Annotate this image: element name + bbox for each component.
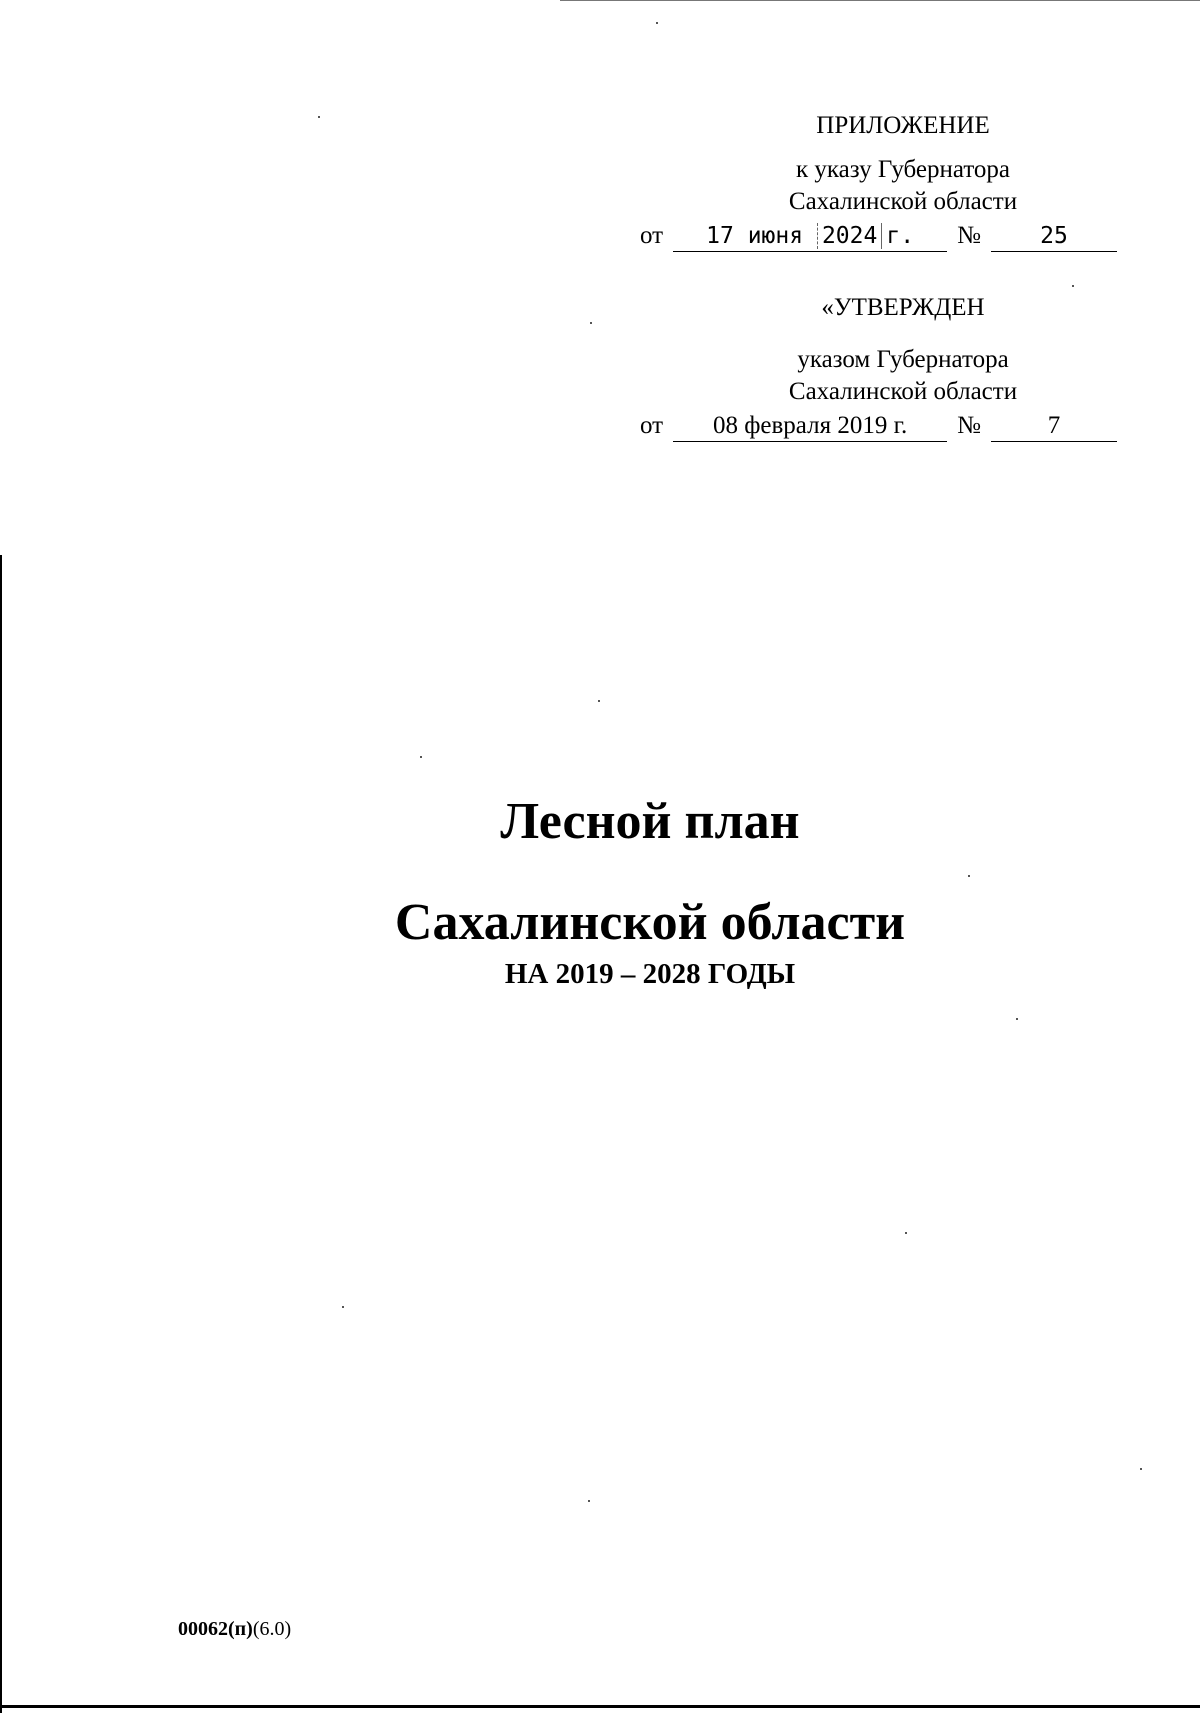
scan-speck xyxy=(588,1500,590,1502)
document-code-rest: (6.0) xyxy=(252,1618,292,1640)
scan-edge-bottom xyxy=(0,1705,1200,1708)
appendix-line-1: к указу Губернатора xyxy=(795,156,1011,183)
scan-speck xyxy=(968,875,970,877)
appendix-date-suffix: г. xyxy=(881,223,914,249)
approved-number-value: 7 xyxy=(1047,412,1061,439)
appendix-date-day-month: 17 июня xyxy=(706,223,804,249)
appendix-number-field xyxy=(991,221,1117,252)
approved-title: «УТВЕРЖДЕН xyxy=(821,294,985,321)
scan-edge-top xyxy=(560,0,1200,1)
approved-date-line xyxy=(640,408,1126,442)
approved-block xyxy=(640,292,1126,442)
document-subtitle: НА 2019 – 2028 ГОДЫ xyxy=(504,958,796,990)
document-code xyxy=(178,1617,291,1641)
scan-speck xyxy=(590,322,592,324)
appendix-date-year: 2024 xyxy=(817,223,881,249)
document-title-line-2: Сахалинской области xyxy=(394,894,906,951)
scan-speck xyxy=(420,756,422,758)
appendix-date-line xyxy=(640,218,1126,252)
approved-line-2: Сахалинской области xyxy=(788,378,1018,405)
appendix-number-value: 25 xyxy=(1040,223,1068,249)
document-title-line-1: Лесной план xyxy=(500,793,800,850)
scan-speck xyxy=(342,1306,344,1308)
approved-line-1: указом Губернатора xyxy=(797,346,1009,373)
scan-speck xyxy=(1072,285,1074,287)
approved-date-value: 08 февраля 2019 г. xyxy=(712,412,908,439)
scan-speck xyxy=(318,116,320,118)
appendix-block xyxy=(640,110,1126,252)
scan-speck xyxy=(656,22,658,24)
appendix-date-field xyxy=(673,221,947,252)
appendix-line-2: Сахалинской области xyxy=(788,188,1018,215)
appendix-date-prefix: от xyxy=(640,222,664,249)
approved-date-prefix: от xyxy=(640,412,664,439)
scan-speck xyxy=(905,1232,907,1234)
scan-speck xyxy=(1016,1018,1018,1020)
scan-speck xyxy=(1140,1468,1142,1470)
approved-number-field xyxy=(991,411,1117,442)
appendix-number-label: № xyxy=(957,222,981,249)
approved-number-label: № xyxy=(957,412,981,439)
appendix-title: ПРИЛОЖЕНИЕ xyxy=(816,112,990,139)
approved-date-field xyxy=(673,411,947,442)
scan-speck xyxy=(598,700,600,702)
scan-edge-left xyxy=(0,555,2,1713)
document-code-bold: 00062(п) xyxy=(178,1618,253,1640)
